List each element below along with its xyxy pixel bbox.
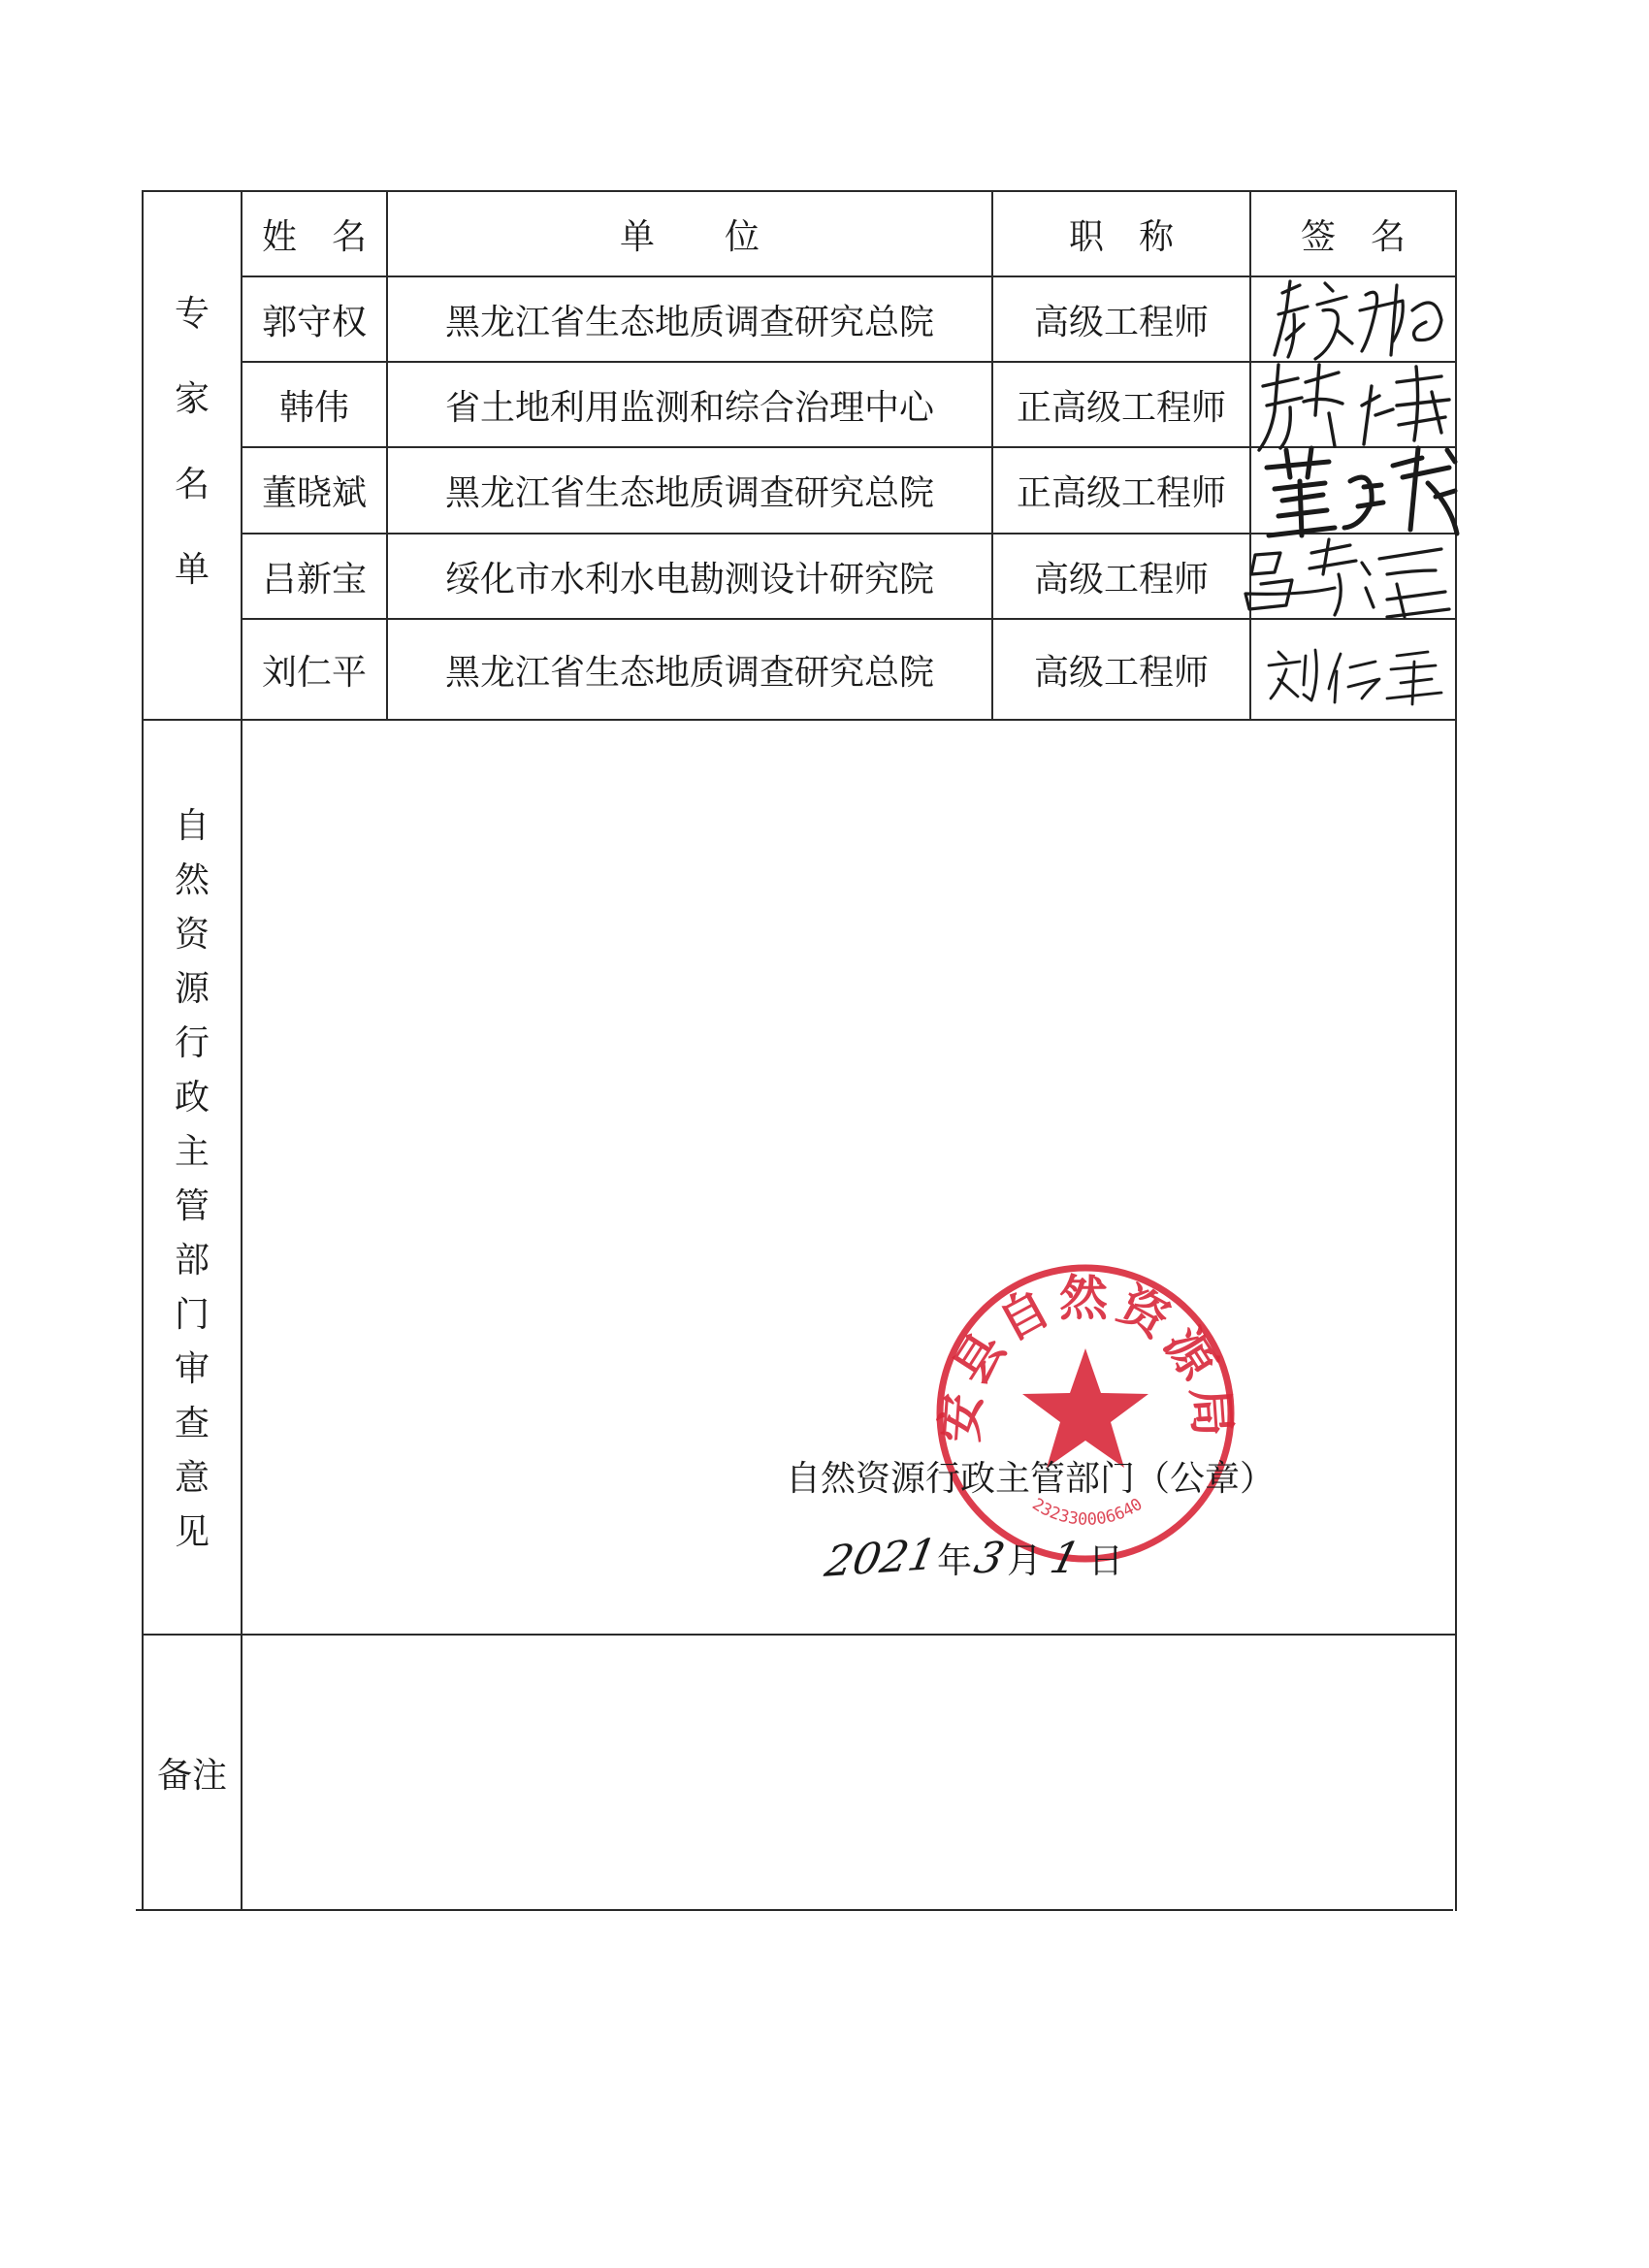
table-border-bottom xyxy=(136,1909,1453,1911)
expert-list-label-char: 单 xyxy=(174,550,210,590)
expert-name: 刘仁平 xyxy=(261,652,367,693)
seal-text: 安县自然资源局 xyxy=(931,1270,1242,1444)
review-opinion-label-char: 自 xyxy=(174,806,210,846)
expert-unit: 黑龙江省生态地质调查研究总院 xyxy=(444,652,934,693)
date-month-label: 月 xyxy=(1007,1541,1043,1581)
review-opinion-label-char: 见 xyxy=(174,1512,210,1552)
review-opinion-label-char: 查 xyxy=(174,1404,210,1443)
review-opinion-label-char: 政 xyxy=(174,1078,210,1118)
handwritten-signature xyxy=(1257,438,1465,539)
seal-star-icon xyxy=(1022,1348,1148,1468)
review-opinion-label-char: 行 xyxy=(174,1023,210,1063)
column-header-name: 姓 名 xyxy=(261,216,367,257)
review-opinion-label xyxy=(146,806,239,1552)
column-header-title: 职 称 xyxy=(1068,216,1174,257)
expert-list-label xyxy=(146,294,239,590)
expert-name: 董晓斌 xyxy=(261,472,367,513)
handwritten-signature xyxy=(1242,535,1455,625)
column-header-signature: 签 名 xyxy=(1300,216,1406,257)
review-opinion-label-char: 资 xyxy=(174,915,210,955)
expert-unit: 黑龙江省生态地质调查研究总院 xyxy=(444,302,934,342)
review-opinion-label-char: 源 xyxy=(174,969,210,1009)
expert-title: 正高级工程师 xyxy=(1016,387,1226,428)
official-seal xyxy=(929,1257,1242,1570)
expert-unit: 黑龙江省生态地质调查研究总院 xyxy=(444,472,934,513)
seal-caption: 自然资源行政主管部门（公章） xyxy=(786,1459,1276,1499)
remarks-label: 备注 xyxy=(156,1755,227,1796)
review-opinion-label-char: 意 xyxy=(174,1458,210,1498)
section-divider-1 xyxy=(142,719,1457,721)
expert-list-label-char: 家 xyxy=(174,379,210,419)
date-year-label: 年 xyxy=(936,1541,972,1581)
expert-name: 韩伟 xyxy=(278,387,349,428)
review-opinion-label-char: 管 xyxy=(174,1186,210,1226)
review-opinion-label-char: 门 xyxy=(174,1295,210,1335)
expert-name: 吕新宝 xyxy=(261,559,367,599)
date-month-handwritten: 3 xyxy=(969,1534,1010,1583)
approval-date xyxy=(821,1525,1124,1587)
date-year-handwritten: 2021 xyxy=(821,1530,941,1587)
expert-name: 郭守权 xyxy=(261,302,367,342)
date-day-label: 日 xyxy=(1088,1541,1124,1581)
review-opinion-label-char: 主 xyxy=(174,1132,210,1172)
expert-title: 高级工程师 xyxy=(1033,559,1209,599)
expert-unit: 省土地利用监测和综合治理中心 xyxy=(444,387,934,428)
expert-list-label-char: 名 xyxy=(174,465,210,504)
section-divider-2 xyxy=(142,1634,1457,1636)
handwritten-signature xyxy=(1261,640,1445,708)
expert-title: 正高级工程师 xyxy=(1016,472,1226,513)
seal-number: 232330006640 xyxy=(1028,1494,1147,1530)
expert-title: 高级工程师 xyxy=(1033,652,1209,693)
date-day-handwritten: 1 xyxy=(1045,1534,1085,1583)
expert-unit: 绥化市水利水电勘测设计研究院 xyxy=(444,559,934,599)
review-opinion-label-char: 然 xyxy=(174,860,210,900)
review-opinion-label-char: 审 xyxy=(174,1349,210,1389)
expert-title: 高级工程师 xyxy=(1033,302,1209,342)
handwritten-signature xyxy=(1261,272,1455,365)
review-opinion-label-char: 部 xyxy=(174,1241,210,1280)
expert-list-label-char: 专 xyxy=(174,294,210,334)
column-header-unit: 单 位 xyxy=(619,216,760,257)
